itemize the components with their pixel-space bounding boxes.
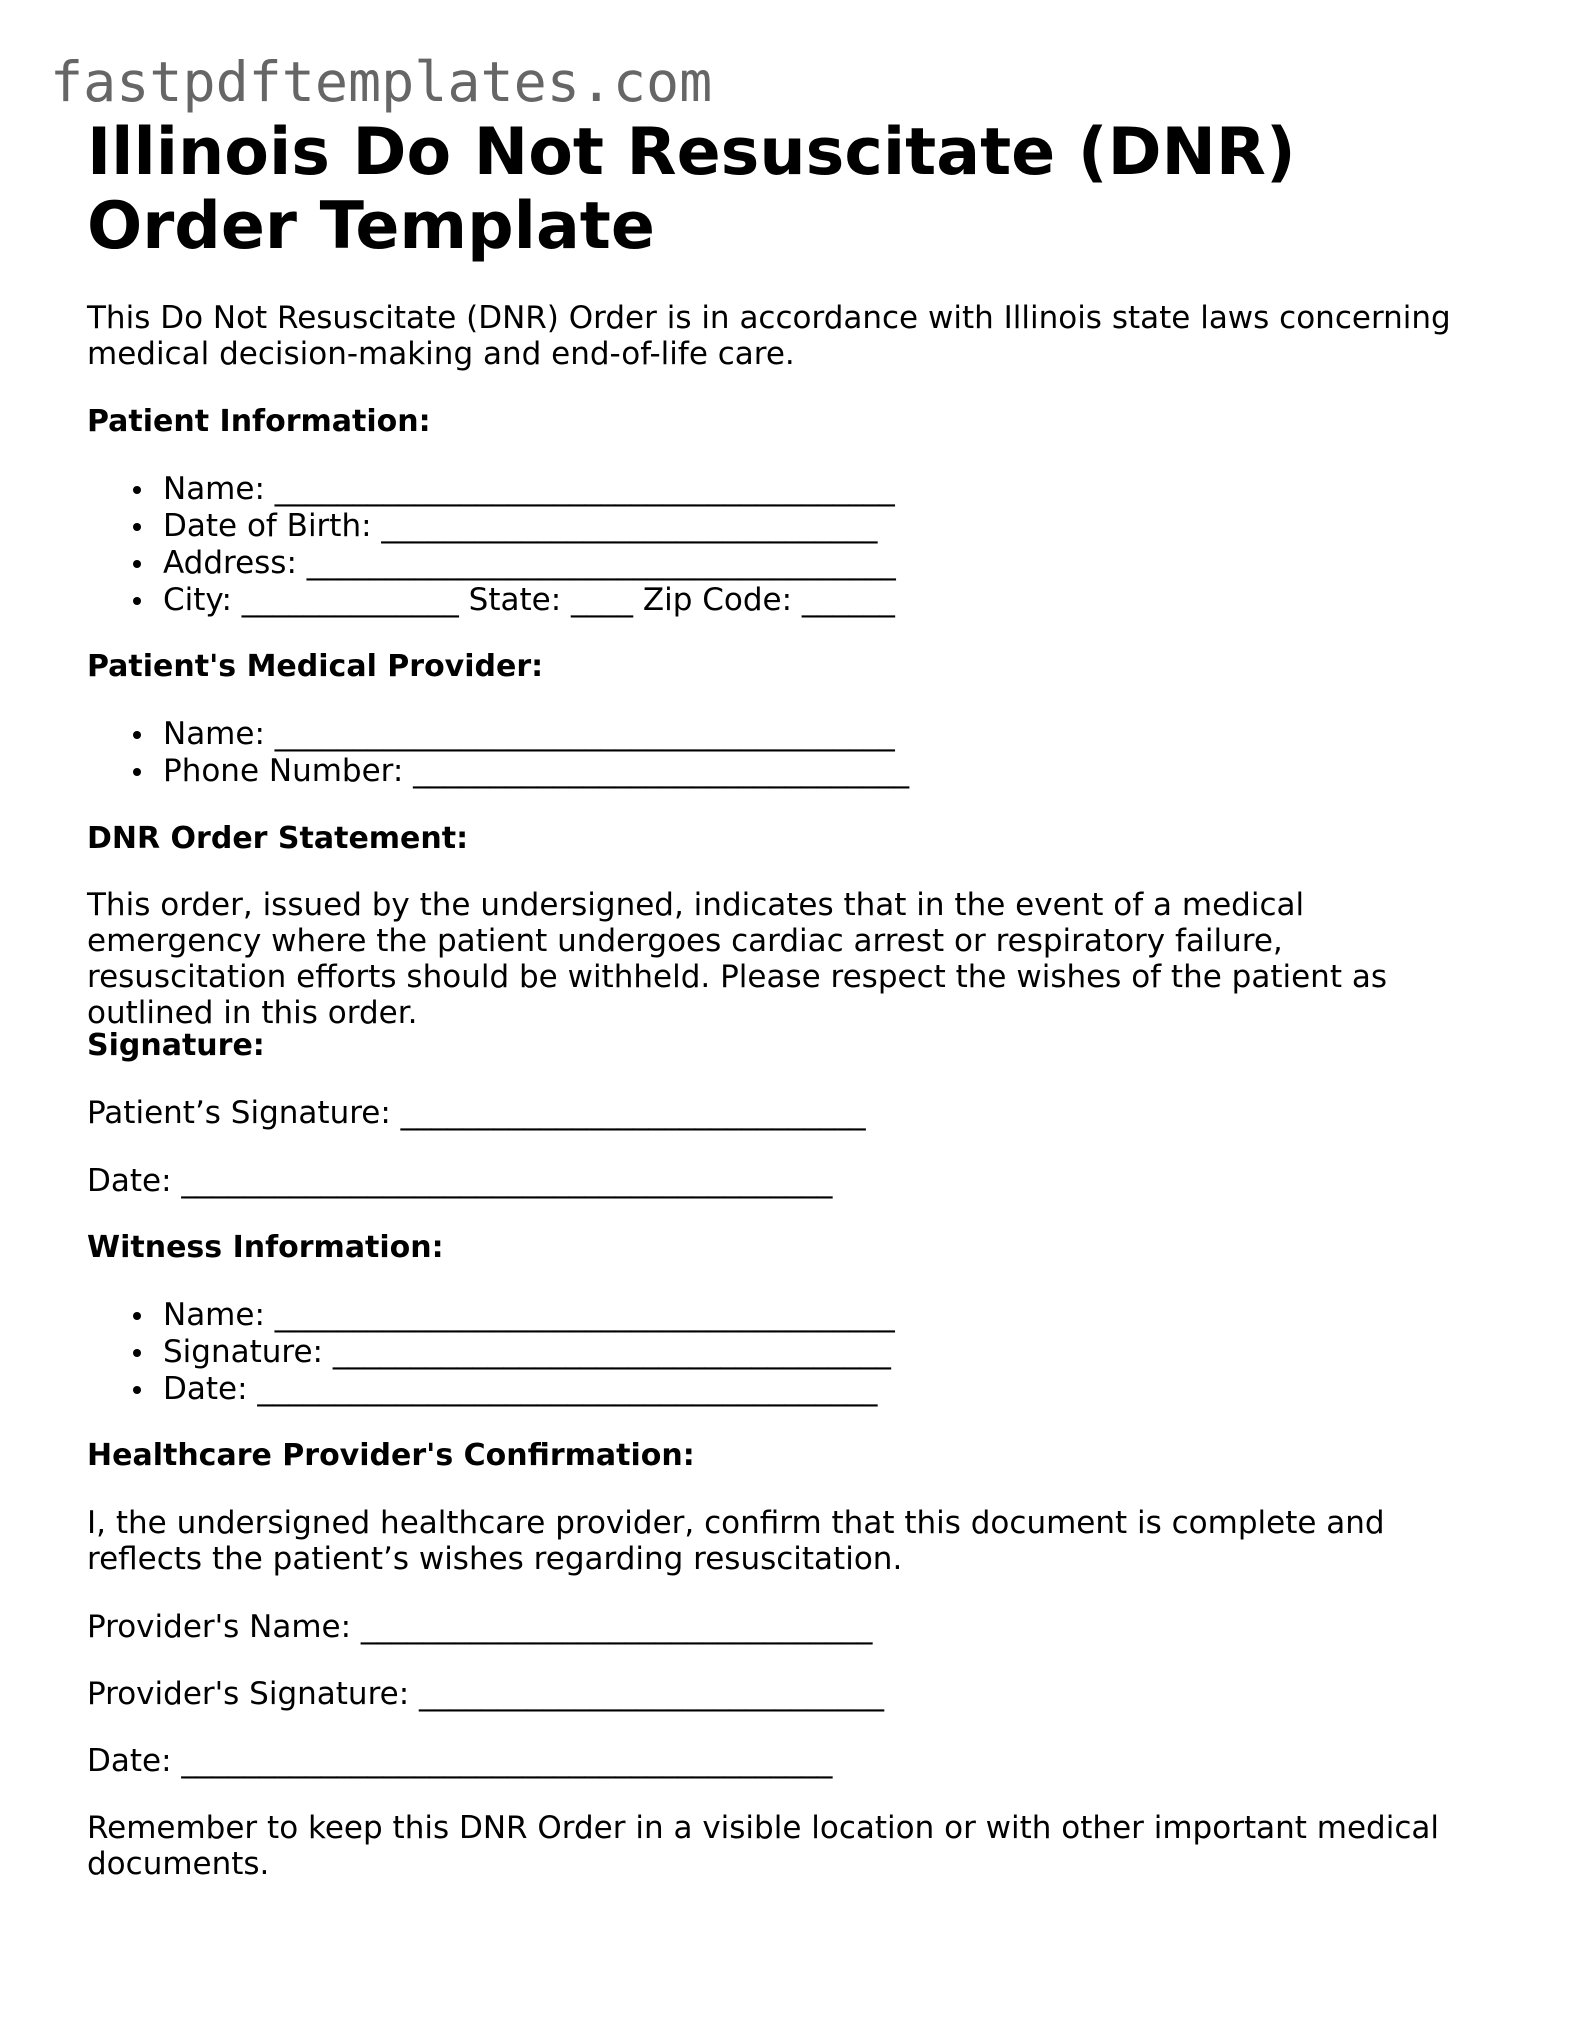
page-title: Illinois Do Not Resuscitate (DNR) Order Template [87,115,1296,264]
confirmation-heading: Healthcare Provider's Confirmation: [87,1438,695,1473]
confirmation-date-line: Date: __________________________________________ [87,1743,833,1779]
patient-city-state-zip-field: City: ______________ State: ____ Zip Code: ______ [127,582,896,619]
closing-paragraph: Remember to keep this DNR Order in a visible location or with other important medical documents. [87,1810,1439,1882]
provider-list [127,716,909,790]
patient-address-field: Address: ______________________________________ [127,545,896,582]
statement-heading: DNR Order Statement: [87,821,469,856]
patient-info-heading: Patient Information: [87,404,431,439]
witness-signature-field: Signature: ____________________________________ [127,1334,895,1371]
witness-heading: Witness Information: [87,1230,444,1265]
witness-date-field: Date: ________________________________________ [127,1371,895,1408]
provider-heading: Patient's Medical Provider: [87,649,544,684]
intro-paragraph: This Do Not Resuscitate (DNR) Order is in accordance with Illinois state laws concerning medical decision-making and end-of-life care. [87,300,1451,372]
provider-phone-field: Phone Number: ________________________________ [127,753,909,790]
patient-name-field: Name: ________________________________________ [127,471,896,508]
statement-paragraph: This order, issued by the undersigned, indicates that in the event of a medical emergency where the patient undergoes cardiac arrest or respiratory failure, resuscitation efforts should be withheld. Please respect the wishes of the patient as outlined in this order. [87,887,1387,1031]
site-watermark: fastpdftemplates.com [50,50,713,114]
provider-name-line: Provider's Name: _________________________________ [87,1609,873,1645]
witness-name-field: Name: ________________________________________ [127,1297,895,1334]
patient-signature-field: Patient’s Signature: ______________________________ [87,1095,866,1131]
witness-list [127,1297,895,1408]
signature-heading: Signature: [87,1028,265,1063]
confirmation-paragraph: I, the undersigned healthcare provider, confirm that this document is complete and reflects the patient’s wishes regarding resuscitation. [87,1505,1385,1577]
patient-info-list [127,471,896,619]
provider-signature-line: Provider's Signature: ______________________________ [87,1676,885,1712]
patient-dob-field: Date of Birth: ________________________________ [127,508,896,545]
signature-date-field: Date: __________________________________________ [87,1163,833,1199]
provider-name-field: Name: ________________________________________ [127,716,909,753]
